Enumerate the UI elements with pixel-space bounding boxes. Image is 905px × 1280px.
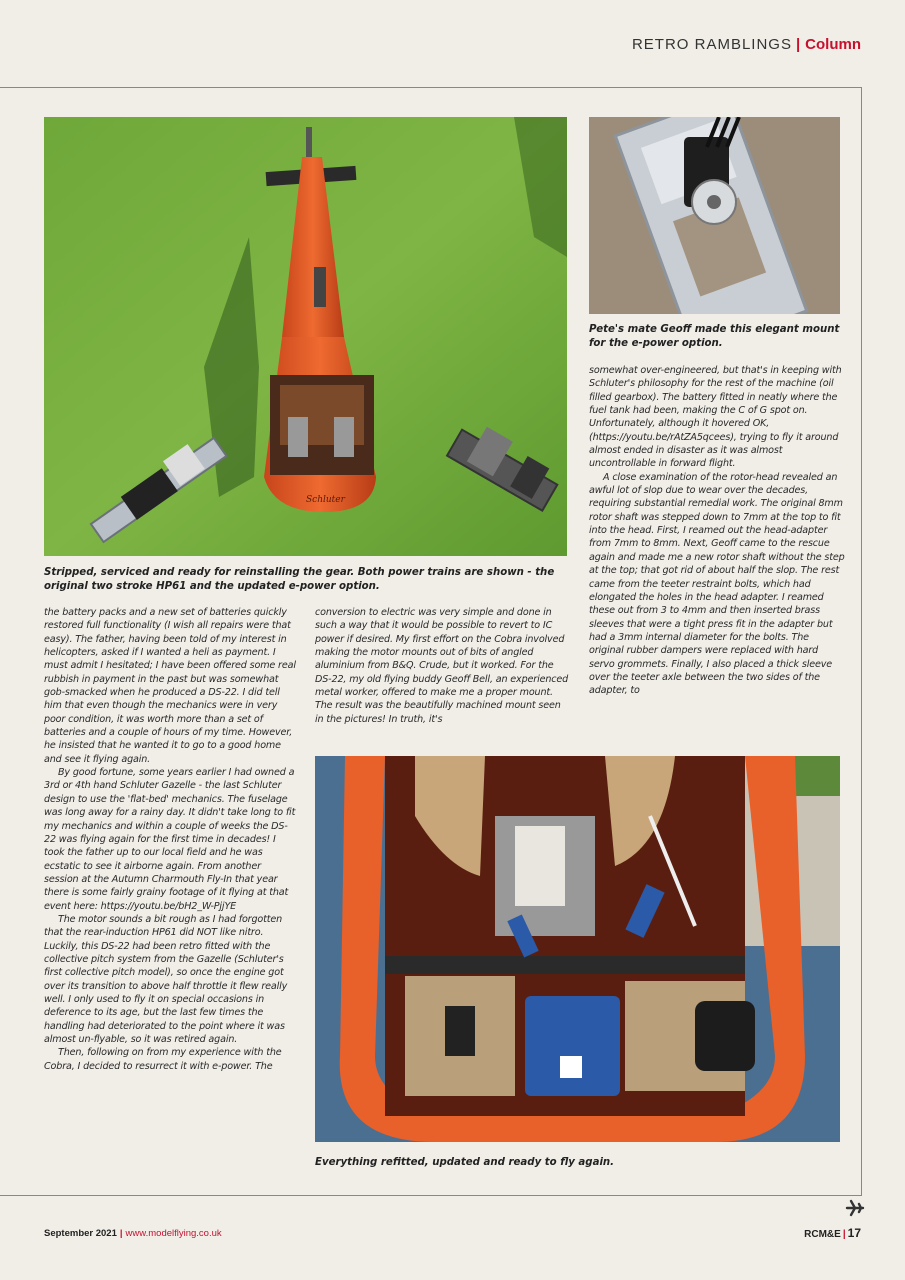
article-column-2 — [315, 606, 571, 726]
page-number: 17 — [847, 1226, 861, 1240]
page-footer-left — [44, 1228, 222, 1239]
photo-caption-motor-mount: Pete's mate Geoff made this elegant mount for the e-power option. — [589, 324, 840, 349]
photo-caption-helicopter: Stripped, serviced and ready for reinstalling the gear. Both power trains are shown - the original two stroke HP61 and the updated e-power option. — [44, 567, 555, 592]
paragraph: the battery packs and a new set of batteries quickly restored full functionality (I wish all repairs were that easy). The father, having been told of my interest in helicopters, asked if I wanted a heli as payment. I must admit I hesitated; I have been offered some real rubbish in payment in the past but was somewhat gob-smacked when he produced a DS-22. I did tell him that even though the mechanics were in very poor condition, it was worth more than a set of batteries and a couple of hours of my time. However, he insisted that he wanted it to go to a good home and see it flying again. — [44, 607, 296, 765]
header-separator: | — [795, 36, 802, 53]
paragraph: conversion to electric was very simple and done in such a way that it would be possible to revert to IC power if desired. My first effort on the Cobra involved making the motor mounts out of bits of angled aluminium from B&Q. Crude, but it worked. For the DS-22, my old flying buddy Geoff Bell, an experienced metal worker, offered to make me a proper mount. The result was the beautifully machined mount seen in the pictures! In truth, it's — [315, 607, 569, 725]
paragraph: By good fortune, some years earlier I had owned a 3rd or 4th hand Schluter Gazelle - the last Schluter design to use the 'flat-bed' mechanics. The fuselage was long away for a rainy day. It didn't take long to fit my mechanics and within a couple of weeks the DS-22 was flying again for the first time in decades! I took the father up to our local field and he was ecstatic to see it airborne again. From another session at the Autumn Charmouth Fly-In that year there is some fairly grainy footage of it flying at that event here: https://youtu.be/bH2_W-PjjYE — [44, 767, 296, 912]
airplane-icon — [845, 1198, 865, 1218]
refitted-fuselage-interior-photo — [315, 756, 840, 1142]
article-column-3 — [589, 364, 845, 698]
paragraph: Then, following on from my experience with the Cobra, I decided to resurrect it with e-power. The — [44, 1047, 282, 1072]
page-header — [632, 36, 861, 53]
paragraph: The motor sounds a bit rough as I had forgotten that the rear-induction HP61 did NOT like nitro. Luckily, this DS-22 had been retro fitted with the collective pitch system from the Gazelle (Schluter's first collective pitch model), so once the engine got over its transition to above half throttle it flew really well. I only used to fly it on special occasions in deference to its age, but the last few times the handling had deteriorated to the point where it was almost un-flyable, so it was retired again. — [44, 913, 288, 1045]
page-footer-right — [804, 1226, 861, 1240]
column-label: Column — [805, 36, 861, 53]
footer-separator: | — [119, 1228, 123, 1239]
paragraph: somewhat over-engineered, but that's in keeping with Schluter's philosophy for the rest of the machine (oil filled gearbox). The battery fitted in neatly where the fuel tank had been, making the C of G spot on. Unfortunately, although it hovered OK, (https://youtu.be/rAtZA5qcees), trying to fly it around almost ended in disaster as it was almost uncontrollable in forward flight. — [589, 365, 842, 470]
photo-caption-refitted: Everything refitted, updated and ready to fly again. — [315, 1157, 615, 1168]
helicopter-on-grass-photo — [44, 117, 567, 556]
website-link[interactable]: www.modelflying.co.uk — [125, 1228, 222, 1239]
e-power-motor-mount-photo — [589, 117, 840, 314]
section-title: RETRO RAMBLINGS — [631, 36, 792, 53]
magazine-name: RCM&E — [804, 1229, 841, 1240]
footer-separator: | — [842, 1229, 846, 1240]
issue-date: September 2021 — [44, 1228, 117, 1239]
paragraph: A close examination of the rotor-head revealed an awful lot of slop due to wear over the decades, requiring substantial remedial work. The original 8mm rotor shaft was stepped down to 7mm at the top to fit into the head. First, I reamed out the head-adapter from 7mm to 8mm. Next, Geoff came to the rescue again and made me a new rotor shaft without the step at the top; that got rid of about half the slop. The rest came from the teeter restraint bolts, which had elongated the holes in the head adapter. I reamed these out from 3 to 4mm and then inserted brass sleeves that were a tight press fit in the adapter but had a 3mm internal diameter for the bolts. The original rubber dampers were replaced with hard servo grommets. Finally, I also placed a thick sleeve over the teeter axle between the two sides of the adapter, to — [589, 471, 845, 697]
svg-text:Schluter: Schluter — [306, 495, 345, 505]
article-column-1 — [44, 606, 296, 1073]
